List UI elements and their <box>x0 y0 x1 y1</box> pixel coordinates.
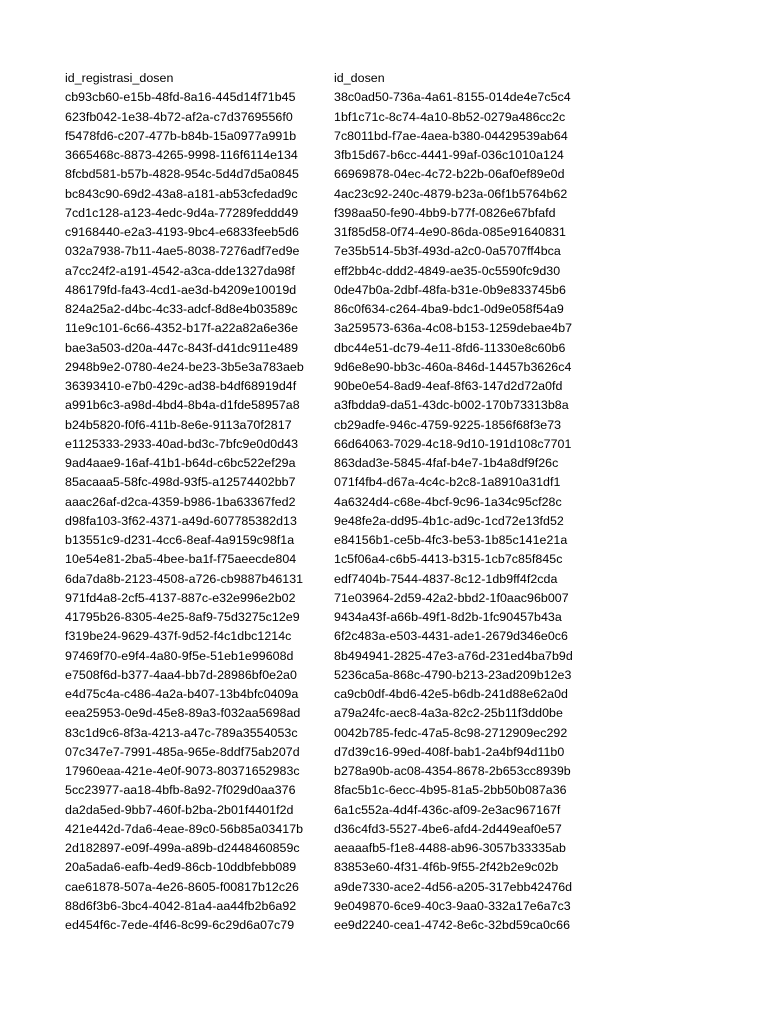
column-id-dosen <box>334 69 596 935</box>
table-cell: aeaaafb5-f1e8-4488-ab96-3057b33335ab <box>334 841 566 855</box>
table-cell: b24b5820-f0f6-411b-8e6e-9113a70f2817 <box>65 417 292 432</box>
table-cell: b13551c9-d231-4cc6-8eaf-4a9159c98f1a <box>65 533 295 547</box>
table-cell: e84156b1-ce5b-4fc3-be53-1b85c141e21a <box>334 533 568 547</box>
table-cell: 1bf1c71c-8c74-4a10-8b52-0279a486cc2c <box>334 109 566 124</box>
table-cell: 11e9c101-6c66-4352-b17f-a22a82a6e36e <box>65 321 299 336</box>
table-cell: a3fbdda9-da51-43dc-b002-170b73313b8a <box>334 398 569 413</box>
table-cell: 2948b9e2-0780-4e24-be23-3b5e3a783aeb <box>65 359 304 374</box>
table-cell: 7e35b514-5b3f-493d-a2c0-0a5707ff4bca <box>334 244 561 259</box>
table-cell: 7c8011bd-f7ae-4aea-b380-04429539ab64 <box>334 128 568 143</box>
table-cell: cb93cb60-e15b-48fd-8a16-445d14f71b45 <box>65 90 296 105</box>
column-header-id-dosen: id_dosen <box>334 71 385 85</box>
table-cell: d36c4fd3-5527-4be6-afd4-2d449eaf0e57 <box>334 821 562 836</box>
table-cell: 17960eaa-421e-4e0f-9073-80371652983c <box>65 764 300 778</box>
table-cell: 0de47b0a-2dbf-48fa-b31e-0b9e833745b6 <box>334 282 566 297</box>
table-cell: 66969878-04ec-4c72-b22b-06af0ef89e0d <box>334 167 565 182</box>
table-cell: eea25953-0e9d-45e8-89a3-f032aa5698ad <box>65 706 301 721</box>
table-cell: e7508f6d-b377-4aa4-bb7d-28986bf0e2a0 <box>65 667 297 682</box>
table-cell: dbc44e51-dc79-4e11-8fd6-11330e8c60b6 <box>334 340 566 355</box>
table-cell: 6a1c552a-4d4f-436c-af09-2e3ac967167f <box>334 802 561 817</box>
table-cell: 10e54e81-2ba5-4bee-ba1f-f75aeecde804 <box>65 552 297 567</box>
table-cell: 9e48fe2a-dd95-4b1c-ad9c-1cd72e13fd52 <box>334 513 564 528</box>
table-cell: 7cd1c128-a123-4edc-9d4a-77289feddd49 <box>65 205 299 220</box>
table-cell: 66d64063-7029-4c18-9d10-191d108c7701 <box>334 436 572 451</box>
table-cell: 8fac5b1c-6ecc-4b95-81a5-2bb50b087a36 <box>334 783 567 798</box>
table-cell: 9434a43f-a66b-49f1-8d2b-1fc90457b43a <box>334 610 562 624</box>
table-cell: 9ad4aae9-16af-41b1-b64d-c6bc522ef29a <box>65 456 296 470</box>
table-cell: a991b6c3-a98d-4bd4-8b4a-d1fde58957a8 <box>65 398 300 413</box>
table-cell: 07c347e7-7991-485a-965e-8ddf75ab207d <box>65 744 300 759</box>
table-cell: 1c5f06a4-c6b5-4413-b315-1cb7c85f845c <box>334 552 563 567</box>
table-cell: 032a7938-7b11-4ae5-8038-7276adf7ed9e <box>65 244 300 259</box>
table-cell: 623fb042-1e38-4b72-af2a-c7d3769556f0 <box>65 109 293 124</box>
table-cell: a7cc24f2-a191-4542-a3ca-dde1327da98f <box>65 263 295 278</box>
table-cell: 3665468c-8873-4265-9998-116f6114e134 <box>65 148 298 162</box>
table-cell: 6da7da8b-2123-4508-a726-cb9887b46131 <box>65 571 304 586</box>
table-cell: da2da5ed-9bb7-460f-b2ba-2b01f4401f2d <box>65 802 294 817</box>
table-cell: 0042b785-fedc-47a5-8c98-2712909ec292 <box>334 725 568 740</box>
table-cell: 83c1d9c6-8f3a-4213-a47c-789a3554053c <box>65 725 298 740</box>
table-cell: 41795b26-8305-4e25-8af9-75d3275c12e9 <box>65 610 300 624</box>
table-cell: 3fb15d67-b6cc-4441-99af-036c1010a124 <box>334 148 564 162</box>
table-cell: e1125333-2933-40ad-bd3c-7bfc9e0d0d43 <box>65 436 299 451</box>
table-cell: 90be0e54-8ad9-4eaf-8f63-147d2d72a0fd <box>334 379 563 393</box>
table-cell: 9e049870-6ce9-40c3-9aa0-332a17e6a7c3 <box>334 898 571 913</box>
table-cell: 31f85d58-0f74-4e90-86da-085e91640831 <box>334 225 566 239</box>
table-cell: 3a259573-636a-4c08-b153-1259debae4b7 <box>334 321 573 336</box>
table-cell: f319be24-9629-437f-9d52-f4c1dbc1214c <box>65 629 292 644</box>
table-cell: d98fa103-3f62-4371-a49d-607785382d13 <box>65 513 297 528</box>
table-cell: ed454f6c-7ede-4f46-8c99-6c29d6a07c79 <box>65 918 295 932</box>
table-cell: bae3a503-d20a-447c-843f-d41dc911e489 <box>65 340 299 355</box>
table-cell: 8b494941-2825-47e3-a76d-231ed4ba7b9d <box>334 648 573 663</box>
table-cell: cb29adfe-946c-4759-9225-1856f68f3e73 <box>334 417 562 432</box>
table-cell: 83853e60-4f31-4f6b-9f55-2f42b2e9c02b <box>334 860 559 875</box>
table-cell: 4ac23c92-240c-4879-b23a-06f1b5764b62 <box>334 186 568 201</box>
table-cell: 2d182897-e09f-499a-a89b-d2448460859c <box>65 841 300 855</box>
column-header-id-registrasi-dosen: id_registrasi_dosen <box>65 71 174 85</box>
table-cell: 97469f70-e9f4-4a80-9f5e-51eb1e99608d <box>65 648 294 663</box>
table-cell: edf7404b-7544-4837-8c12-1db9ff4f2cda <box>334 571 558 586</box>
table-cell: 86c0f634-c264-4ba9-bdc1-0d9e058f54a9 <box>334 302 564 316</box>
table-cell: 486179fd-fa43-4cd1-ae3d-b4209e10019d <box>65 282 297 297</box>
table-cell: 863dad3e-5845-4faf-b4e7-1b4a8df9f26c <box>334 456 559 470</box>
table-cell: 421e442d-7da6-4eae-89c0-56b85a03417b <box>65 821 304 836</box>
table-cell: 9d6e8e90-bb3c-460a-846d-14457b3626c4 <box>334 359 572 374</box>
table-cell: 8fcbd581-b57b-4828-954c-5d4d7d5a0845 <box>65 167 299 182</box>
table-cell: 4a6324d4-c68e-4bcf-9c96-1a34c95cf28c <box>334 494 562 509</box>
table-cell: 071f4fb4-d67a-4c4c-b2c8-1a8910a31df1 <box>334 475 561 490</box>
column-id-registrasi-dosen <box>65 69 327 935</box>
table-cell: a79a24fc-aec8-4a3a-82c2-25b11f3dd0be <box>334 706 563 721</box>
table-cell: 36393410-e7b0-429c-ad38-b4df68919d4f <box>65 379 297 393</box>
table-cell: 5236ca5a-868c-4790-b213-23ad209b12e3 <box>334 667 572 682</box>
table-cell: d7d39c16-99ed-408f-bab1-2a4bf94d11b0 <box>334 744 565 759</box>
table-cell: 20a5ada6-eafb-4ed9-86cb-10ddbfebb089 <box>65 860 297 875</box>
table-cell: ee9d2240-cea1-4742-8e6c-32bd59ca0c66 <box>334 918 571 932</box>
table-cell: ca9cb0df-4bd6-42e5-b6db-241d88e62a0d <box>334 687 568 701</box>
table-cell: cae61878-507a-4e26-8605-f00817b12c26 <box>65 879 299 894</box>
table-cell: 5cc23977-aa18-4bfb-8a92-7f029d0aa376 <box>65 783 296 798</box>
table-cell: f398aa50-fe90-4bb9-b77f-0826e67bfafd <box>334 205 556 220</box>
table-cell: 824a25a2-d4bc-4c33-adcf-8d8e4b03589c <box>65 302 298 316</box>
table-cell: bc843c90-69d2-43a8-a181-ab53cfedad9c <box>65 186 298 201</box>
table-cell: f5478fd6-c207-477b-b84b-15a0977a991b <box>65 128 297 143</box>
table-cell: 85acaaa5-58fc-498d-93f5-a12574402bb7 <box>65 475 296 490</box>
table-cell: 971fd4a8-2cf5-4137-887c-e32e996e2b02 <box>65 590 296 605</box>
table-cell: 6f2c483a-e503-4431-ade1-2679d346e0c6 <box>334 629 568 644</box>
table-cell: 38c0ad50-736a-4a61-8155-014de4e7c5c4 <box>334 90 571 105</box>
table-cell: eff2bb4c-ddd2-4849-ae35-0c5590fc9d30 <box>334 263 561 278</box>
table-cell: e4d75c4a-c486-4a2a-b407-13b4bfc0409a <box>65 687 299 701</box>
table-cell: a9de7330-ace2-4d56-a205-317ebb42476d <box>334 879 573 894</box>
table-cell: c9168440-e2a3-4193-9bc4-e6833feeb5d6 <box>65 225 299 239</box>
table-cell: 71e03964-2d59-42a2-bbd2-1f0aac96b007 <box>334 590 569 605</box>
table-cell: aaac26af-d2ca-4359-b986-1ba63367fed2 <box>65 494 296 509</box>
table-cell: b278a90b-ac08-4354-8678-2b653cc8939b <box>334 764 571 778</box>
table-cell: 88d6f3b6-3bc4-4042-81a4-aa44fb2b6a92 <box>65 898 297 913</box>
